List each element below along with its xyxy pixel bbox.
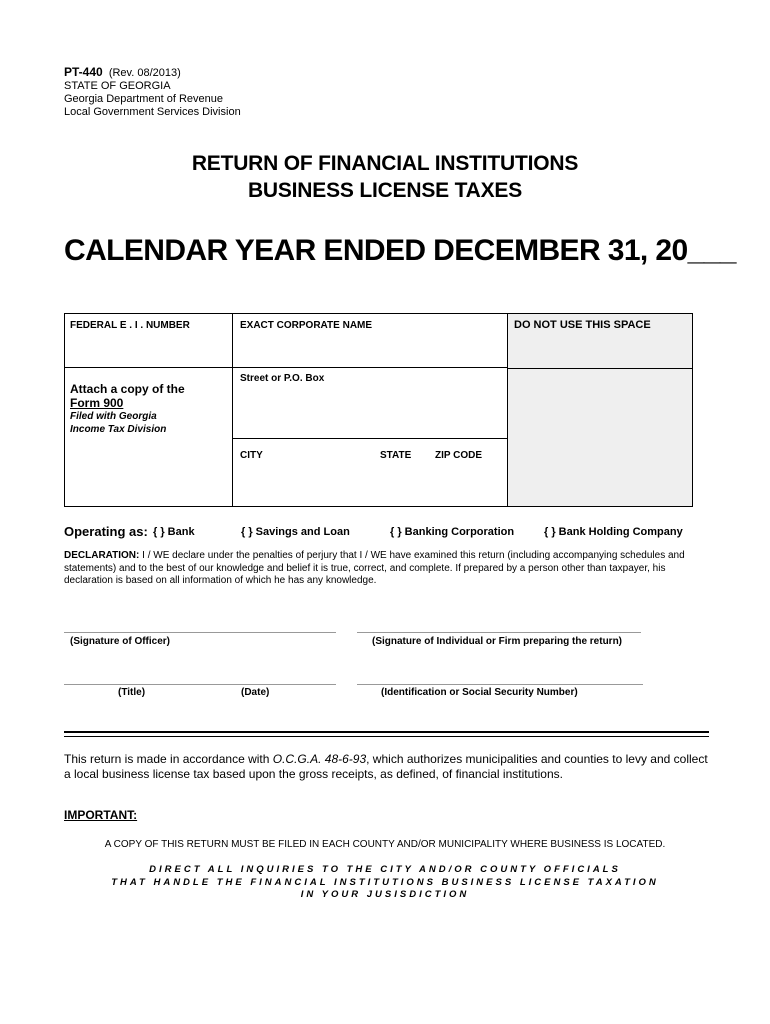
section-separator-thin (64, 736, 709, 737)
preparer-signature-label: (Signature of Individual or Firm preparing the return) (372, 636, 623, 647)
checkbox-banking-corporation[interactable]: { } Banking Corporation (390, 526, 515, 538)
inquiries-notice (0, 864, 770, 902)
operating-as-row (64, 524, 724, 539)
form-title-line2: BUSINESS LICENSE TAXES (247, 179, 523, 202)
street-field[interactable] (234, 387, 505, 436)
federal-ein-label: FEDERAL E . I . NUMBER (70, 320, 190, 331)
title-label: (Title) (118, 687, 146, 698)
divider (232, 438, 507, 439)
official-use-area-lower (507, 368, 693, 507)
form-id: PT-440 (64, 65, 103, 79)
city-label: CITY (240, 450, 263, 461)
issuing-department: Georgia Department of Revenue (64, 93, 223, 105)
ocga-reference: O.C.G.A. 48-6-93 (272, 752, 367, 766)
divider (232, 367, 507, 368)
operating-as-label: Operating as: (64, 524, 148, 539)
issuing-division: Local Government Services Division (64, 106, 241, 118)
attach-note-line3: Filed with Georgia (70, 411, 157, 422)
inquiries-line3: IN YOUR JUSISDICTION (300, 889, 470, 900)
section-separator (64, 731, 709, 733)
declaration-text: I / WE declare under the penalties of perjury that I / WE have examined this return (including accompanying schedules and statements) and to the best of our knowledge and belief it is true, correct, and complete. If prepared by a person other than taxpayer, his declaration is based on all information of which he has any knowledge. (64, 550, 685, 586)
date-label: (Date) (241, 687, 270, 698)
ocga-text-after: , which authorizes municipalities and counties to levy and collect a local business license tax based upon the gross receipts, as defined, of financial institutions. (64, 752, 708, 781)
checkbox-savings-and-loan[interactable]: { } Savings and Loan (241, 526, 350, 538)
checkbox-bank[interactable]: { } Bank (153, 526, 195, 538)
attach-form-900-note (70, 382, 185, 436)
corporate-name-label: EXACT CORPORATE NAME (240, 320, 373, 331)
officer-signature-label: (Signature of Officer) (70, 636, 171, 647)
inquiries-line2: THAT HANDLE THE FINANCIAL INSTITUTIONS BUSINESS LICENSE TAXATION (111, 876, 659, 888)
do-not-use-label: DO NOT USE THIS SPACE (514, 319, 651, 331)
declaration (64, 550, 704, 588)
ocga-statement (64, 752, 714, 782)
form-title (0, 150, 770, 204)
street-label: Street or P.O. Box (240, 373, 325, 384)
preparer-signature-line[interactable] (357, 632, 641, 633)
important-heading: IMPORTANT: (64, 808, 138, 822)
declaration-label: DECLARATION: (64, 550, 140, 561)
attach-note-line4: Income Tax Division (70, 424, 167, 435)
attach-note-line1: Attach a copy of the (70, 382, 185, 396)
state-label: STATE (380, 450, 412, 461)
copy-notice: A COPY OF THIS RETURN MUST BE FILED IN EACH COUNTY AND/OR MUNICIPALITY WHERE BUSINESS IS LOCATED. (104, 839, 666, 850)
federal-ein-field[interactable] (66, 334, 230, 365)
form-revision: (Rev. 08/2013) (108, 67, 181, 79)
corporate-name-field[interactable] (234, 334, 505, 365)
title-line[interactable] (64, 684, 336, 685)
issuing-state: STATE OF GEORGIA (64, 80, 171, 92)
divider (232, 313, 233, 507)
inquiries-line1: DIRECT ALL INQUIRIES TO THE CITY AND/OR COUNTY OFFICIALS (149, 864, 621, 875)
form-title-line1: RETURN OF FINANCIAL INSTITUTIONS (191, 152, 579, 175)
form-header (64, 66, 241, 119)
attach-note-line2: Form 900 (70, 396, 124, 410)
checkbox-bank-holding-company[interactable]: { } Bank Holding Company (544, 526, 683, 538)
calendar-year-heading: CALENDAR YEAR ENDED DECEMBER 31, 20___ (64, 234, 736, 267)
divider (64, 367, 232, 368)
officer-signature-line[interactable] (64, 632, 336, 633)
id-number-line[interactable] (357, 684, 643, 685)
city-state-zip-field[interactable] (234, 464, 505, 505)
ocga-text-before: This return is made in accordance with (64, 752, 273, 766)
zip-code-label: ZIP CODE (435, 450, 483, 461)
id-number-label: (Identification or Social Security Number) (381, 687, 578, 698)
